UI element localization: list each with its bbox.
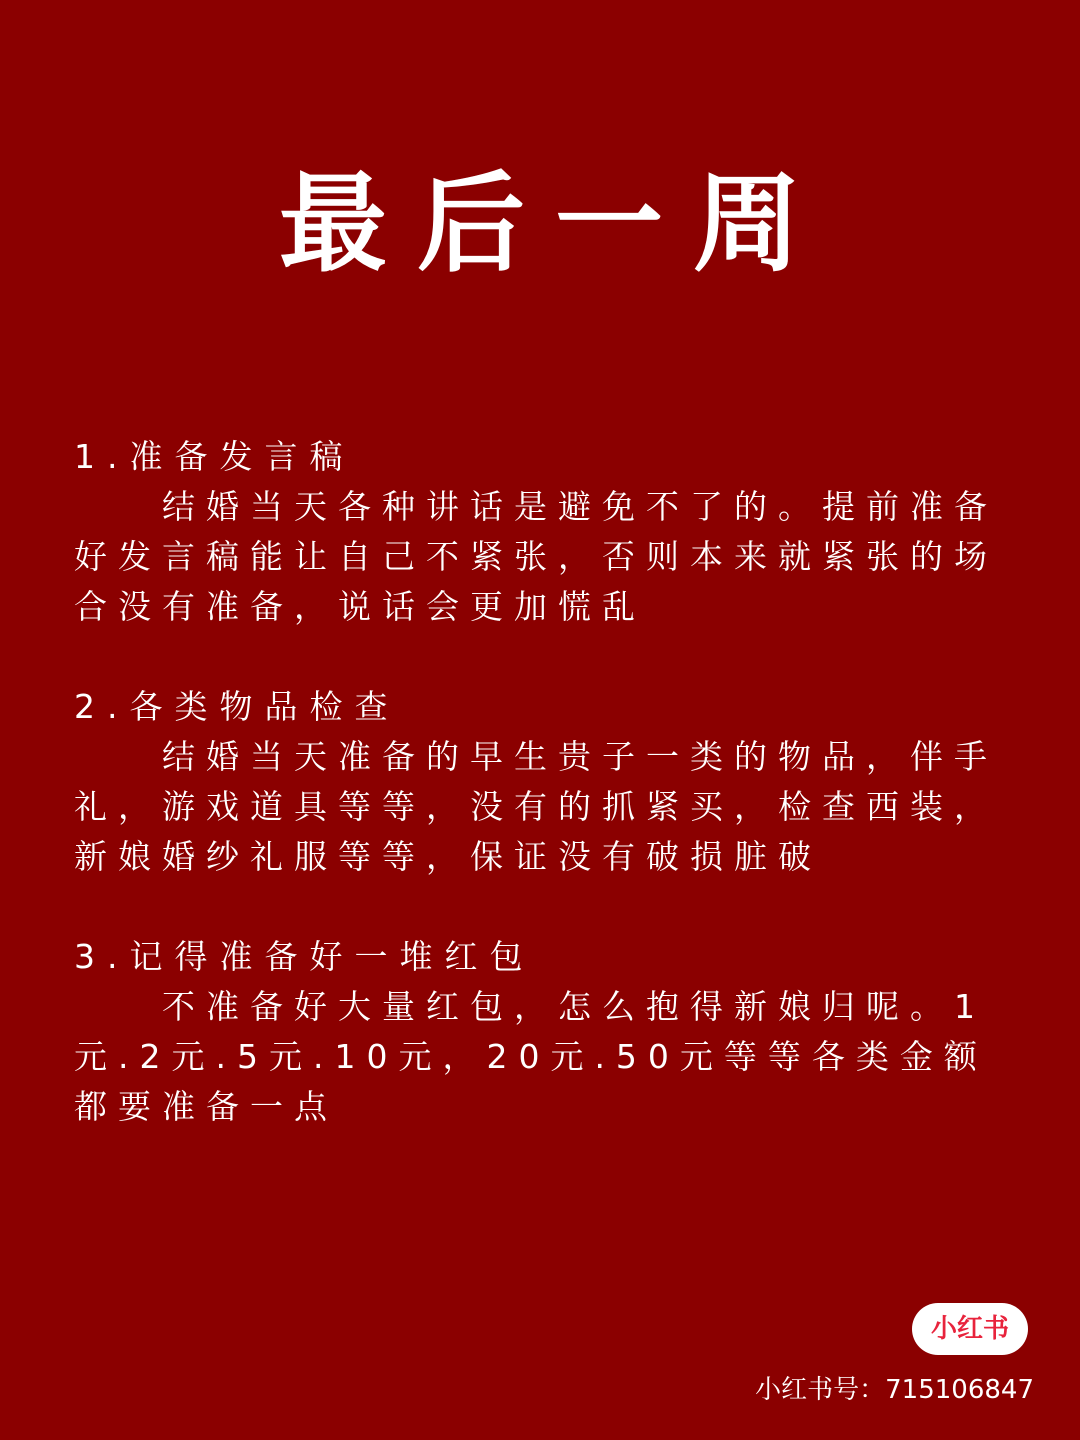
section-2: [74, 682, 1014, 882]
section-body: 结婚当天准备的早生贵子一类的物品，伴手礼，游戏道具等等，没有的抓紧买，检查西装，新娘婚纱礼服等等，保证没有破损脏破: [74, 737, 998, 876]
section-heading: 1.准备发言稿: [74, 437, 355, 476]
section-1: [74, 432, 1014, 632]
section-heading: 3.记得准备好一堆红包: [74, 937, 535, 976]
section-body: 不准备好大量红包，怎么抱得新娘归呢。1元.2元.5元.10元，20元.50元等等各类金额都要准备一点: [74, 987, 988, 1126]
page-title: 最后一周: [278, 162, 831, 287]
section-body: 结婚当天各种讲话是避免不了的。提前准备好发言稿能让自己不紧张，否则本来就紧张的场合没有准备，说话会更加慌乱: [74, 487, 998, 626]
section-3: [74, 932, 1014, 1132]
xiaohongshu-id: 小红书号：715106847: [755, 1375, 1034, 1405]
xiaohongshu-logo-badge: 小红书: [912, 1303, 1028, 1355]
section-heading: 2.各类物品检查: [74, 687, 400, 726]
content: [74, 432, 1014, 1182]
